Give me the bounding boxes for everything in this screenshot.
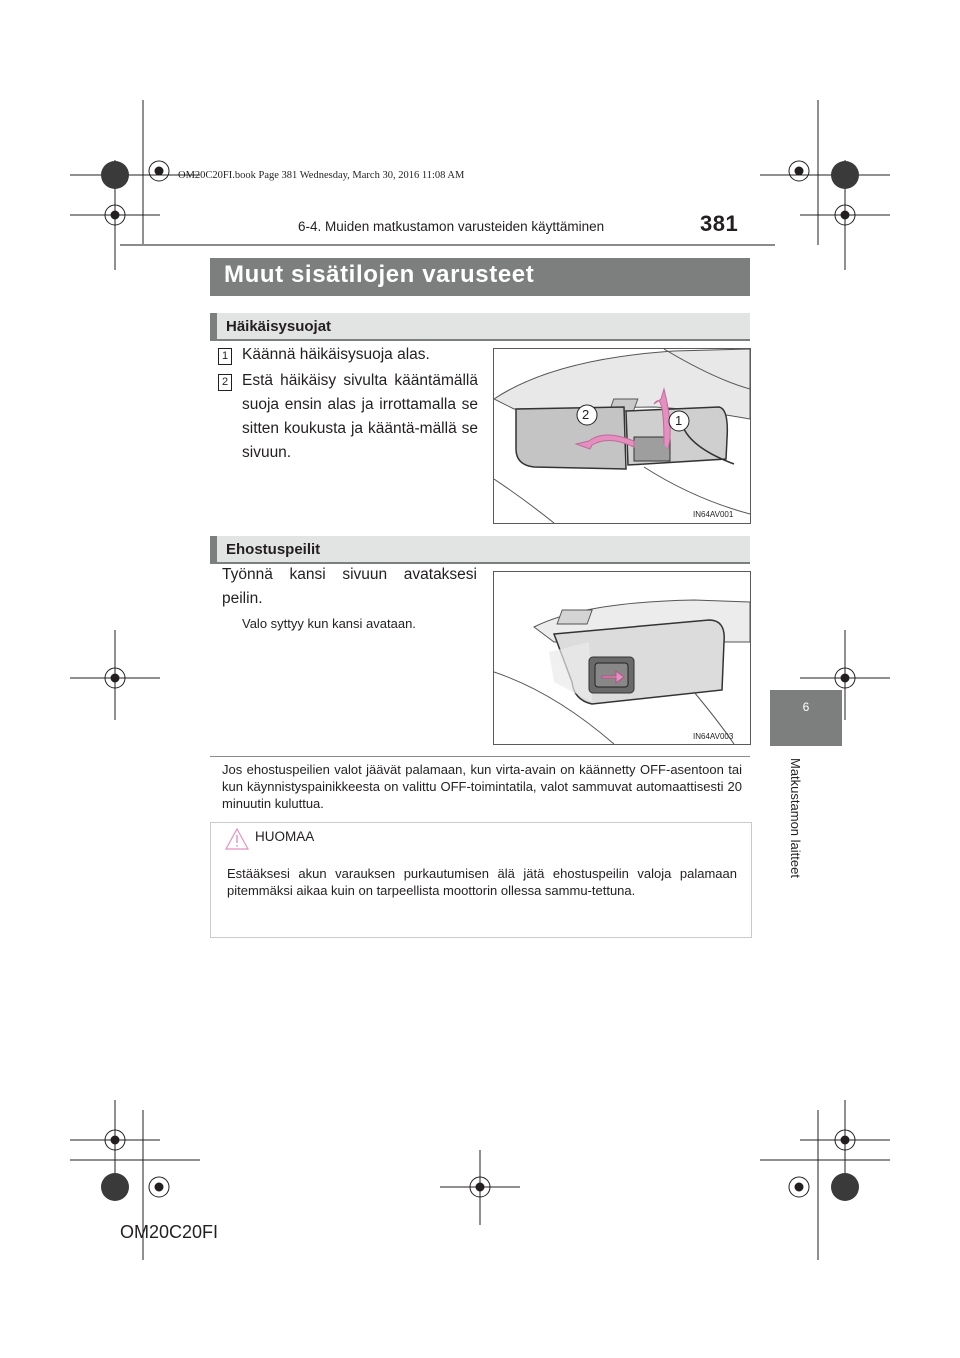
figure-code: IN64AV003 [693,732,734,741]
chapter-side-label-text: Matkustamon laitteet [788,758,803,878]
figure-vanity-mirror [493,571,751,745]
step-text: Käännä häikäisysuoja alas. [242,346,430,363]
callout-label: 1 [675,413,683,428]
warning-box [210,822,752,938]
instruction-subtext: Valo syttyy kun kansi avataan. [242,616,416,631]
chapter-tab-number: 6 [802,700,810,714]
warning-text: Estääksesi akun varauksen purkautumisen älä jätä ehostuspeilin valoja palamaan pitemmäksi aikaa kuin on tarpeellista moottorin ollessa sammu-tettuna. [227,866,737,898]
step-text: Estä häikäisy sivulta kääntämällä suoja ensin alas ja irrottamalla se sitten koukusta ja kääntä-mällä se sivuun. [242,372,478,461]
chapter-heading: 6-4. Muiden matkustamon varusteiden käyttäminen [298,219,605,234]
note-divider [210,756,750,757]
footer-code: OM20C20FI [120,1222,219,1242]
callout-label: 2 [582,407,590,422]
chapter-tab [770,690,842,746]
page-title: Muut sisätilojen varusteet [224,261,535,288]
figure-code: IN64AV001 [693,510,734,519]
sun-visor-illustration [494,349,750,523]
chapter-side-label [788,758,818,908]
warning-triangle-icon [225,827,249,851]
header-rule [120,244,775,246]
step-number-badge: 2 [218,374,232,391]
vanity-mirror-illustration [494,572,750,744]
page-number: 381 [700,211,739,236]
instruction-text: Työnnä kansi sivuun avataksesi peilin. [222,566,477,607]
step-number-badge: 1 [218,348,232,365]
figure-sun-visor [493,348,751,524]
section-title-sun-visors: Häikäisysuojat [226,318,332,335]
section-title-vanity-mirrors: Ehostuspeilit [226,541,321,558]
book-info-line: OM20C20FI.book Page 381 Wednesday, March 30, 2016 11:08 AM [178,170,465,181]
info-note: Jos ehostuspeilien valot jäävät palamaan, kun virta-avain on käännetty OFF-asentoon tai kun käynnistyspainikkeesta on valittu OFF-toimintatila, valot sammuvat automaattisesti 20 minuutin kuluttua. [222,762,742,811]
warning-title: HUOMAA [255,829,315,844]
